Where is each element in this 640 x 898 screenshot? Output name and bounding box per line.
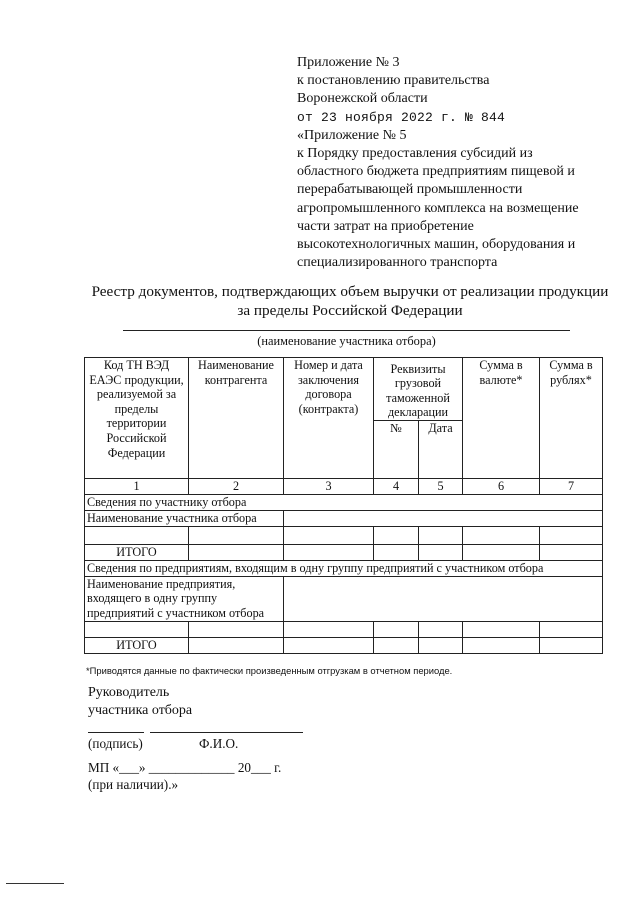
total-label: ИТОГО bbox=[85, 544, 189, 560]
empty-cell bbox=[284, 544, 374, 560]
empty-cell bbox=[189, 621, 284, 637]
empty-cell bbox=[85, 526, 189, 544]
appendix-line-6: к Порядку предоставления субсидий из bbox=[297, 146, 533, 162]
footnote: *Приводятся данные по фактически произведенным отгрузкам в отчетном периоде. bbox=[86, 665, 453, 676]
empty-cell bbox=[374, 621, 419, 637]
column-numbers-row bbox=[85, 479, 603, 495]
col-number: 2 bbox=[189, 479, 284, 495]
empty-cell bbox=[85, 621, 189, 637]
empty-cell bbox=[540, 621, 603, 637]
page-edge-mark bbox=[6, 883, 64, 884]
registry-table bbox=[84, 357, 603, 654]
empty-cell bbox=[540, 526, 603, 544]
stamp-date-line: МП «___» _____________ 20___ г. bbox=[88, 760, 282, 775]
col-number: 7 bbox=[540, 479, 603, 495]
empty-cell bbox=[419, 637, 463, 653]
total-row bbox=[85, 544, 603, 560]
table-row bbox=[85, 510, 603, 526]
empty-cell bbox=[284, 526, 374, 544]
appendix-date-number: от 23 ноября 2022 г. № 844 bbox=[297, 109, 506, 125]
empty-cell bbox=[463, 637, 540, 653]
participant-name-line bbox=[123, 330, 570, 331]
participant-name-cell bbox=[284, 510, 603, 526]
head-title-1: Руководитель bbox=[88, 685, 170, 700]
header-counterparty: Наименование контрагента bbox=[189, 358, 284, 479]
appendix-line-1: Приложение № 3 bbox=[297, 55, 400, 70]
group-name-cell bbox=[284, 576, 603, 621]
header-decl-date: Дата bbox=[419, 421, 463, 479]
appendix-line-5: «Приложение № 5 bbox=[297, 127, 407, 143]
signature-label: (подпись) bbox=[88, 736, 143, 751]
table-row bbox=[85, 621, 603, 637]
group-name-label: Наименование предприятия, входящего в одну группу предприятий с участником отбора bbox=[85, 576, 284, 621]
header-declaration: Реквизиты грузовой таможенной декларации bbox=[374, 358, 463, 421]
empty-cell bbox=[419, 544, 463, 560]
title-line-1: Реестр документов, подтверждающих объем выручки от реализации продукции bbox=[91, 283, 609, 300]
empty-cell bbox=[540, 637, 603, 653]
col-number: 5 bbox=[419, 479, 463, 495]
empty-cell bbox=[463, 621, 540, 637]
head-title-2: участника отбора bbox=[88, 703, 193, 718]
empty-cell bbox=[189, 544, 284, 560]
fio-label: Ф.И.О. bbox=[199, 736, 239, 751]
section-row bbox=[85, 494, 603, 510]
empty-cell bbox=[374, 637, 419, 653]
empty-cell bbox=[463, 544, 540, 560]
table-row bbox=[85, 576, 603, 621]
stamp-if-any: (при наличии).» bbox=[88, 777, 179, 792]
empty-cell bbox=[419, 526, 463, 544]
empty-cell bbox=[374, 544, 419, 560]
participant-caption: (наименование участника отбора) bbox=[257, 334, 436, 348]
header-row bbox=[85, 358, 603, 421]
header-sum-currency: Сумма в валюте* bbox=[463, 358, 540, 479]
empty-cell bbox=[284, 637, 374, 653]
document-title bbox=[70, 282, 630, 320]
table-row bbox=[85, 526, 603, 544]
empty-cell bbox=[189, 637, 284, 653]
col-number: 1 bbox=[85, 479, 189, 495]
appendix-line-9: агропромышленного комплекса на возмещение bbox=[297, 200, 579, 216]
appendix-line-10: части затрат на приобретение bbox=[297, 218, 474, 234]
appendix-line-7: областного бюджета предприятиям пищевой и bbox=[297, 164, 575, 180]
header-sum-rub: Сумма в рублях* bbox=[540, 358, 603, 479]
appendix-line-11: высокотехнологичных машин, оборудования и bbox=[297, 237, 576, 253]
col-number: 3 bbox=[284, 479, 374, 495]
appendix-line-8: перерабатывающей промышленности bbox=[297, 182, 523, 198]
section-participant: Сведения по участнику отбора bbox=[85, 494, 603, 510]
fio-line bbox=[150, 732, 303, 733]
section-row bbox=[85, 560, 603, 576]
col-number: 4 bbox=[374, 479, 419, 495]
title-line-2: за пределы Российской Федерации bbox=[237, 302, 463, 319]
header-code: Код ТН ВЭД ЕАЭС продукции, реализуемой за пределы территории Российской Федерации bbox=[85, 358, 189, 479]
appendix-line-12: специализированного транспорта bbox=[297, 255, 498, 271]
empty-cell bbox=[463, 526, 540, 544]
empty-cell bbox=[419, 621, 463, 637]
total-label: ИТОГО bbox=[85, 637, 189, 653]
total-row bbox=[85, 637, 603, 653]
col-number: 6 bbox=[463, 479, 540, 495]
signature-line bbox=[88, 732, 144, 733]
appendix-block bbox=[297, 54, 627, 272]
header-contract: Номер и дата заключения договора (контракта) bbox=[284, 358, 374, 479]
empty-cell bbox=[284, 621, 374, 637]
participant-name-label: Наименование участника отбора bbox=[85, 510, 284, 526]
empty-cell bbox=[374, 526, 419, 544]
empty-cell bbox=[540, 544, 603, 560]
section-group: Сведения по предприятиям, входящим в одну группу предприятий с участником отбора bbox=[85, 560, 603, 576]
header-decl-no: № bbox=[374, 421, 419, 479]
empty-cell bbox=[189, 526, 284, 544]
appendix-line-3: Воронежской области bbox=[297, 91, 428, 107]
appendix-line-2: к постановлению правительства bbox=[297, 73, 490, 89]
